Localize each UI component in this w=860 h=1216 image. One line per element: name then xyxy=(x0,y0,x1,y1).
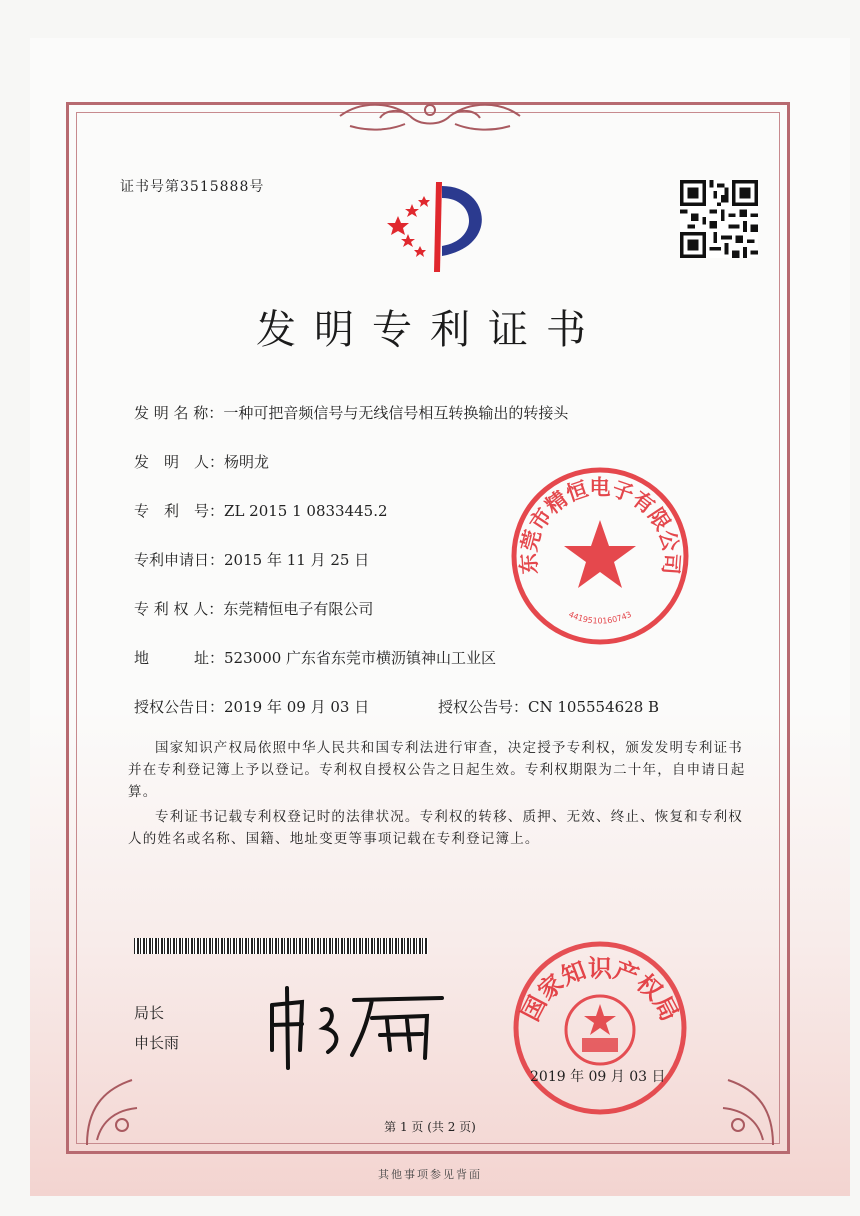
field-label: 地 址： xyxy=(134,649,225,667)
field-address xyxy=(134,647,496,668)
field-value: 2019 年 09 月 03 日 xyxy=(224,698,370,716)
field-patentee xyxy=(134,598,373,619)
field-label: 发 明 人： xyxy=(134,453,225,471)
seal-date: 2019 年 09 月 03 日 xyxy=(530,1069,666,1085)
signatory-name: 申长雨 xyxy=(134,1034,180,1052)
field-label: 专利申请日： xyxy=(134,551,225,569)
certificate-number: 证书号第3515888号 xyxy=(120,179,265,195)
field-label: 授权公告日： xyxy=(134,698,225,716)
field-value: 东莞精恒电子有限公司 xyxy=(223,600,374,618)
certificate-title: 发明专利证书 xyxy=(256,307,604,353)
field-value: CN 105554628 B xyxy=(528,698,660,716)
barcode xyxy=(134,938,428,954)
field-label: 授权公告号： xyxy=(438,698,529,716)
footer-note: 其他事项参见背面 xyxy=(378,1168,482,1181)
field-grant-date xyxy=(134,696,369,717)
office-seal-text: 国家知识产权局 xyxy=(516,954,684,1026)
field-value: 杨明龙 xyxy=(224,453,270,471)
svg-text:4419510160743 xyxy=(567,610,633,626)
field-application-date xyxy=(134,549,369,570)
field-value: 一种可把音频信号与无线信号相互转换输出的转接头 xyxy=(223,404,569,422)
field-inventor xyxy=(134,451,269,472)
certificate-paragraph-1: 国家知识产权局依照中华人民共和国专利法进行审查，决定授予专利权，颁发发明专利证书并在专利登记簿上予以登记。专利权自授权公告之日起生效。专利权期限为二十年，自申请日起算。 xyxy=(128,740,746,800)
signatory-title: 局长 xyxy=(134,1004,165,1022)
field-invention-name xyxy=(134,402,568,423)
field-label: 专 利 号： xyxy=(134,502,225,520)
field-value: ZL 2015 1 0833445.2 xyxy=(224,502,388,520)
patent-office-logo-icon xyxy=(380,176,510,276)
company-seal xyxy=(508,464,692,648)
bottom-left-ornament xyxy=(82,1070,162,1150)
qr-code[interactable] xyxy=(680,180,758,258)
field-label: 发 明 名 称： xyxy=(134,404,224,422)
signature-image xyxy=(262,980,452,1070)
office-seal xyxy=(510,938,690,1118)
field-grant-number xyxy=(438,696,659,717)
page-number: 第 1 页 (共 2 页) xyxy=(384,1120,476,1134)
field-patent-number xyxy=(134,500,388,521)
certificate-paragraph-2: 专利证书记载专利权登记时的法律状况。专利权的转移、质押、无效、终止、恢复和专利权人的姓名或名称、国籍、地址变更等事项记载在专利登记簿上。 xyxy=(128,809,743,847)
field-label: 专 利 权 人： xyxy=(134,600,224,618)
company-seal-text: 东莞市精恒电子有限公司 xyxy=(516,475,684,576)
bottom-right-ornament xyxy=(698,1070,778,1150)
field-value: 523000 广东省东莞市横沥镇神山工业区 xyxy=(224,649,497,667)
top-ornament xyxy=(330,96,530,136)
field-value: 2015 年 11 月 25 日 xyxy=(224,551,370,569)
company-seal-code: 4419510160743 xyxy=(567,609,633,626)
